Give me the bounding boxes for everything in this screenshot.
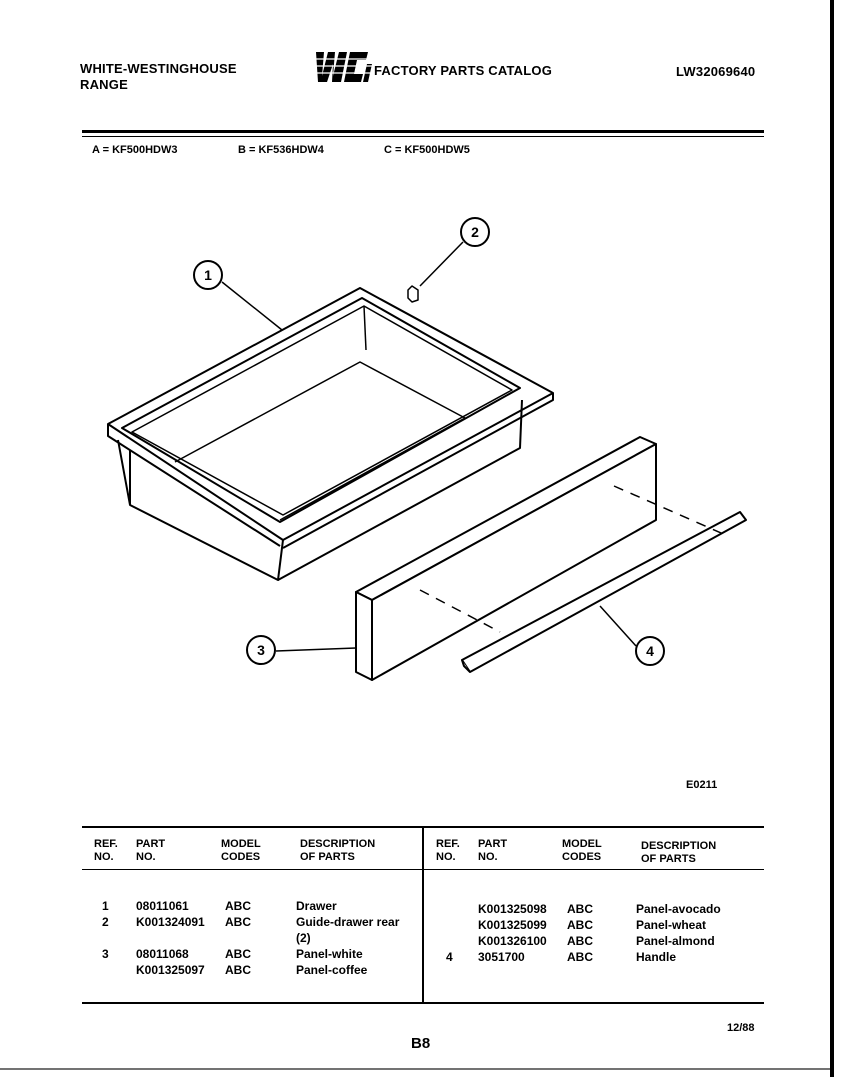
table-header-rule-right <box>424 869 764 870</box>
table-header-rule-left <box>82 869 422 870</box>
desc-cell: Panel-almond <box>636 934 715 948</box>
hdr-model-codes-right: MODEL CODES <box>562 838 602 863</box>
ref-cell: 3 <box>102 947 109 961</box>
catalog-number: LW32069640 <box>676 64 756 79</box>
brand-line-2: RANGE <box>80 77 128 92</box>
table-center-divider <box>422 826 424 1004</box>
callout-2 <box>461 218 489 246</box>
hdr-ref-no-left: REF. NO. <box>94 838 118 863</box>
ref-cell: 4 <box>446 950 453 964</box>
callout-2-label: 2 <box>471 224 479 240</box>
desc-cell: (2) <box>296 931 311 945</box>
hdr-part-no-left: PART NO. <box>136 838 166 863</box>
brand-line-1: WHITE-WESTINGHOUSE <box>80 61 237 76</box>
codes-cell: ABC <box>225 963 251 977</box>
part-cell: K001326100 <box>478 934 547 948</box>
codes-cell: ABC <box>567 950 593 964</box>
callout-4-label: 4 <box>646 643 654 659</box>
codes-cell: ABC <box>225 899 251 913</box>
model-c: C = KF500HDW5 <box>384 144 470 156</box>
part-cell: 08011061 <box>136 899 189 913</box>
codes-cell: ABC <box>567 934 593 948</box>
callout-3-label: 3 <box>257 642 265 658</box>
hdr-model-codes-left: MODEL CODES <box>221 838 261 863</box>
codes-cell: ABC <box>567 918 593 932</box>
part-cell: K001325098 <box>478 902 547 916</box>
hdr-part-no-right: PART NO. <box>478 838 508 863</box>
desc-cell: Panel-white <box>296 947 363 961</box>
callout-3 <box>247 636 275 664</box>
table-bottom-rule <box>82 1002 764 1004</box>
part-cell: K001325097 <box>136 963 205 977</box>
part-cell: K001324091 <box>136 915 205 929</box>
hdr-description-right: DESCRIPTION OF PARTS <box>641 840 717 865</box>
codes-cell: ABC <box>225 947 251 961</box>
codes-cell: ABC <box>225 915 251 929</box>
part-cell: K001325099 <box>478 918 547 932</box>
catalog-title: FACTORY PARTS CATALOG <box>374 63 553 78</box>
codes-cell: ABC <box>567 902 593 916</box>
desc-cell: Panel-coffee <box>296 963 368 977</box>
part-cell: 3051700 <box>478 950 525 964</box>
desc-cell: Guide-drawer rear <box>296 915 400 929</box>
model-b: B = KF536HDW4 <box>238 144 324 156</box>
model-a: A = KF500HDW3 <box>92 144 178 156</box>
ref-cell: 1 <box>102 899 109 913</box>
part-cell: 08011068 <box>136 947 189 961</box>
figure-code: E0211 <box>686 779 718 791</box>
hdr-description-left: DESCRIPTION OF PARTS <box>300 838 376 863</box>
desc-cell: Panel-wheat <box>636 918 707 932</box>
desc-cell: Drawer <box>296 899 337 913</box>
scan-edge-line <box>0 1068 834 1070</box>
catalog-date: 12/88 <box>727 1022 755 1034</box>
callout-1 <box>194 261 222 289</box>
callout-1-label: 1 <box>204 267 212 283</box>
desc-cell: Handle <box>636 950 677 964</box>
page-number: B8 <box>411 1035 431 1052</box>
hdr-ref-no-right: REF. NO. <box>436 838 460 863</box>
callout-4 <box>636 637 664 665</box>
desc-cell: Panel-avocado <box>636 902 721 916</box>
ref-cell: 2 <box>102 915 109 929</box>
